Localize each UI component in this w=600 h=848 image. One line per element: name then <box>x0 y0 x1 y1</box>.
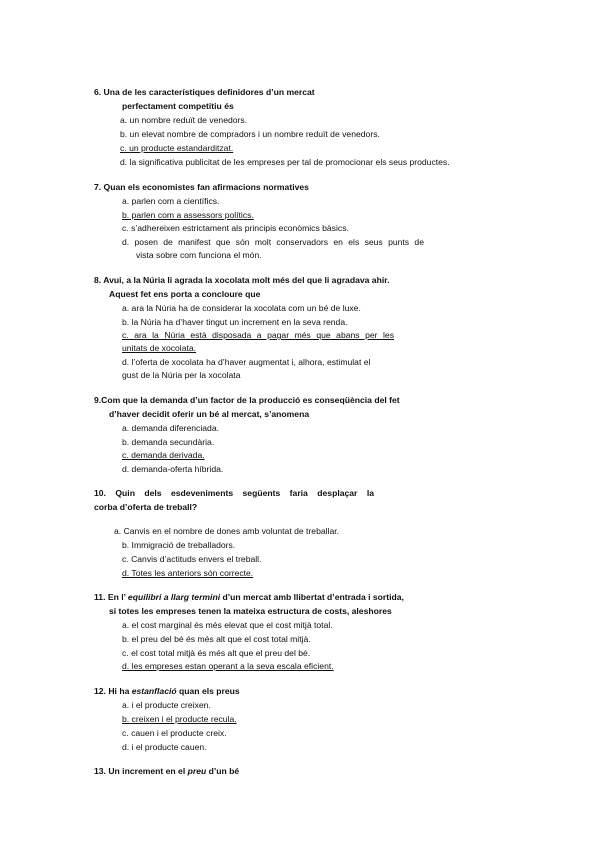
question-8-option-d-line-2: gust de la Núria per la xocolata <box>122 370 241 380</box>
question-8-option-b: b. la Núria ha d’haver tingut un increment en la seva renda. <box>122 317 348 327</box>
question-8-option-c-correct-line-2: unitats de xocolata. <box>122 343 197 353</box>
question-7-option-d-line-1: d. posen de manifest que són molt conservadors en els seus punts de <box>122 237 424 247</box>
question-9-option-a: a. demanda diferenciada. <box>122 423 219 433</box>
question-8-option-a: a. ara la Núria ha de considerar la xocolata com un bé de luxe. <box>122 303 361 313</box>
question-7-option-a: a. parlen com a científics. <box>122 196 220 206</box>
question-11-title-line-1: 11. En l’ equilibri a llarg termini d’un mercat amb llibertat d’entrada i sortida, <box>94 592 404 602</box>
term-price: preu <box>187 766 207 776</box>
question-6-option-a: a. un nombre reduït de venedors. <box>120 115 248 125</box>
question-8-option-d-line-1: d. l’oferta de xocolata ha d’haver augmentat i, alhora, estimulat el <box>122 357 371 367</box>
question-6-option-c-correct: c. un producte estandarditzat. <box>120 143 234 153</box>
question-11-title-line-2: si totes les empreses tenen la mateixa estructura de costs, aleshores <box>109 606 392 616</box>
question-8-title-line-2: Aquest fet ens porta a concloure que <box>109 289 261 299</box>
term-long-run-equilibrium: equilibri a llarg termini <box>127 592 221 602</box>
question-6-title-line-1: 6. Una de les característiques definidores d’un mercat <box>94 87 315 97</box>
question-13-title: 13. Un increment en el preu d’un bé <box>94 766 240 776</box>
question-6-option-b: b. un elevat nombre de compradors i un nombre reduït de venedors. <box>120 129 380 139</box>
question-11-option-a: a. el cost marginal és més elevat que el cost mitjà total. <box>122 620 333 630</box>
question-12-option-a: a. i el producte creixen. <box>122 700 211 710</box>
question-10-option-a: a. Canvis en el nombre de dones amb voluntat de treballar. <box>114 526 340 536</box>
question-12-option-c: c. cauen i el producte creix. <box>122 728 227 738</box>
term-stagflation: estanflació <box>131 686 177 696</box>
question-12-option-b-correct: b. creixen i el producte recula. <box>122 714 237 724</box>
question-7-option-d-line-2: vista sobre com funciona el món. <box>136 250 262 260</box>
question-9-option-b: b. demanda secundària. <box>122 437 215 447</box>
question-7-option-c: c. s’adhereixen estrictament als principis econòmics bàsics. <box>122 223 349 233</box>
question-11-option-c: c. el cost total mitjà és més alt que el preu del bé. <box>122 648 311 658</box>
question-6-title-line-2: perfectament competitiu és <box>122 101 234 111</box>
question-9-title-line-2: d’haver decidit oferir un bé al mercat, s’anomena <box>109 409 310 419</box>
question-9-title-line-1: 9.Com que la demanda d’un factor de la producció es conseqüència del fet <box>94 395 400 405</box>
question-8-option-c-correct-line-1: c. ara la Núria està disposada a pagar més que abans per les <box>122 330 394 340</box>
question-8-title-line-1: 8. Avui, a la Núria li agrada la xocolata molt més del que li agradava ahir. <box>94 275 390 285</box>
question-11-option-b: b. el preu del bé és més alt que el cost total mitjà. <box>122 634 311 644</box>
question-10-title-line-1: 10. Quin dels esdeveniments següents faria desplaçar la <box>94 488 374 498</box>
question-6-option-d: d. la significativa publicitat de les empreses per tal de promocionar els seus productes. <box>120 157 450 167</box>
question-10-option-d-correct: d. Totes les anteriors són correcte. <box>122 568 254 578</box>
question-7-title: 7. Quan els economistes fan afirmacions normatives <box>94 182 309 192</box>
question-10-option-b: b. Immigració de treballadors. <box>122 540 236 550</box>
question-12-option-d: d. i el producte cauen. <box>122 742 207 752</box>
question-9-option-d: d. demanda-oferta híbrida. <box>122 464 224 474</box>
question-7-option-b-correct: b. parlen com a assessors polítics. <box>122 210 254 220</box>
question-11-option-d-correct: d. les empreses estan operant a la seva escala eficient. <box>122 661 334 671</box>
question-10-option-c: c. Canvis d’actituds envers el treball. <box>122 554 262 564</box>
question-12-title: 12. Hi ha estanflació quan els preus <box>94 686 240 696</box>
question-10-title-line-2: corba d’oferta de treball? <box>94 502 198 512</box>
question-9-option-c-correct: c. demanda derivada. <box>122 450 205 460</box>
